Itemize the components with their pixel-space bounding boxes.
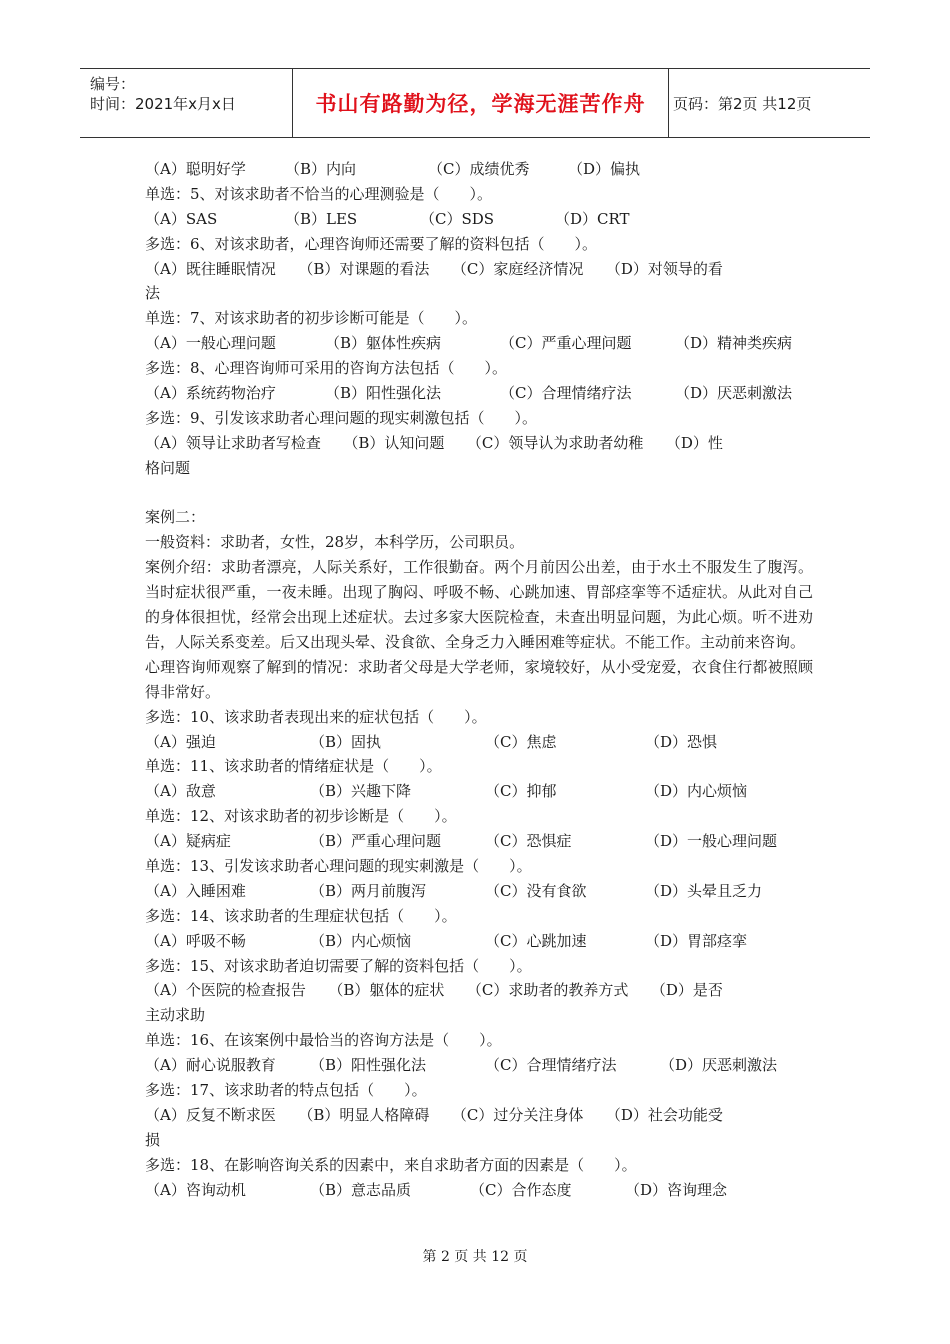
option-item: （A）系统药物治疗: [145, 384, 276, 403]
option-item: （D）一般心理问题: [645, 832, 778, 851]
option-item: （C）抑郁: [485, 782, 557, 801]
option-row: [145, 157, 813, 182]
option-item: （B）两月前腹泻: [310, 881, 427, 900]
option-row: [145, 331, 813, 356]
page-footer: 第 2 页 共 12 页: [422, 1249, 528, 1265]
option-item: （D）恐惧: [645, 732, 718, 751]
option-item: （C）恐惧症: [485, 832, 572, 851]
option-item: （D）内心烦恼: [645, 782, 748, 801]
option-item: （B）LES: [285, 209, 358, 228]
document-body: [145, 157, 813, 1203]
header-motto: 书山有路勤为径，学海无涯苦作舟: [293, 69, 669, 137]
text-line: 单选：7、对该求助者的初步诊断可能是（ ）。: [145, 309, 478, 328]
text-line: 多选：17、该求助者的特点包括（ ）。: [145, 1081, 427, 1100]
option-item: （B）内心烦恼: [310, 931, 412, 950]
paragraph: 案例介绍：求助者漂亮，人际关系好，工作很勤奋。两个月前因公出差，由于水土不服发生了腹泻。当时症状很严重，一夜未睡。出现了胸闷、呼吸不畅、心跳加速、胃部痉挛等不适症状。从此对自己的身体很担忧，经常会出现上述症状。去过多家大医院检查，未查出明显问题，为此心烦。听不进劝告，人际关系变差。后又出现头晕、没食欲、全身乏力入睡困难等症状。不能工作。主动前来咨询。: [145, 558, 813, 651]
option-item: （C）没有食欲: [485, 881, 587, 900]
page-header: [80, 68, 870, 138]
option-item: （C）心跳加速: [485, 931, 587, 950]
option-item: （B）意志品质: [310, 1180, 412, 1199]
text-line: 案例二：: [145, 508, 206, 527]
text-line: 主动求助: [145, 1006, 206, 1025]
option-row: [145, 381, 813, 406]
text-line: 法: [145, 284, 161, 303]
option-row: [145, 929, 813, 954]
option-item: （D）CRT: [555, 209, 630, 228]
option-item: （B）内向: [285, 160, 357, 178]
text-line: 多选：10、该求助者表现出来的症状包括（ ）。: [145, 707, 487, 726]
option-item: （A）入睡困难: [145, 881, 246, 900]
option-item: （D）咨询理念: [625, 1180, 728, 1199]
header-page-label: 页码：第2页 共12页: [673, 94, 812, 113]
text-line: 单选：11、该求助者的情绪症状是（ ）。: [145, 757, 442, 776]
text-line: （A）领导让求助者写检查 （B）认知问题 （C）领导认为求助者幼稚 （D）性: [145, 433, 723, 452]
option-item: （B）躯体性疾病: [325, 334, 442, 353]
option-item: （C）焦虑: [485, 732, 557, 751]
option-row: [145, 207, 813, 232]
option-item: （C）严重心理问题: [500, 334, 632, 353]
option-item: （A）耐心说服教育: [145, 1056, 276, 1075]
text-line: 单选：12、对该求助者的初步诊断是（ ）。: [145, 807, 457, 826]
option-row: [145, 879, 813, 904]
text-line: 多选：8、心理咨询师可采用的咨询方法包括（ ）。: [145, 359, 508, 378]
option-item: （A）敌意: [145, 782, 216, 801]
code-label: 编号：: [90, 75, 136, 93]
option-item: （B）严重心理问题: [310, 832, 442, 851]
text-line: 多选：15、对该求助者迫切需要了解的资料包括（ ）。: [145, 956, 532, 975]
option-item: （D）偏执: [568, 160, 641, 178]
blank-line: [145, 481, 813, 506]
text-line: 格问题: [145, 458, 191, 477]
text-line: 损: [145, 1130, 161, 1149]
option-item: （A）SAS: [145, 209, 218, 228]
option-item: （B）阳性强化法: [325, 384, 442, 403]
text-line: 多选：9、引发该求助者心理问题的现实刺激包括（ ）。: [145, 408, 538, 427]
option-item: （B）固执: [310, 732, 382, 751]
option-item: （C）合理情绪疗法: [485, 1056, 617, 1075]
option-item: （D）厌恶刺激法: [675, 384, 793, 403]
option-item: （A）聪明好学: [145, 160, 246, 178]
option-row: [145, 1053, 813, 1078]
text-line: 多选：14、该求助者的生理症状包括（ ）。: [145, 906, 457, 925]
option-item: （A）强迫: [145, 732, 216, 751]
option-item: （B）兴趣下降: [310, 782, 412, 801]
text-line: （A）既往睡眠情况 （B）对课题的看法 （C）家庭经济情况 （D）对领导的看: [145, 259, 723, 278]
option-row: [145, 829, 813, 854]
option-item: （D）精神类疾病: [675, 334, 793, 353]
text-line: 单选：5、对该求助者不恰当的心理测验是（ ）。: [145, 184, 493, 203]
text-line: 单选：16、在该案例中最恰当的咨询方法是（ ）。: [145, 1031, 502, 1050]
text-line: 多选：18、在影响咨询关系的因素中，来自求助者方面的因素是（ ）。: [145, 1155, 637, 1174]
option-row: [145, 1178, 813, 1203]
text-line: （A）个医院的检查报告 （B）躯体的症状 （C）求助者的教养方式 （D）是否: [145, 981, 723, 1000]
option-item: （C）SDS: [420, 209, 495, 228]
option-item: （A）咨询动机: [145, 1180, 246, 1199]
option-item: （A）一般心理问题: [145, 334, 276, 353]
option-item: （A）呼吸不畅: [145, 931, 246, 950]
option-item: （C）合作态度: [470, 1180, 572, 1199]
option-item: （D）厌恶刺激法: [660, 1056, 778, 1075]
option-item: （A）疑病症: [145, 832, 231, 851]
text-line: 一般资料：求助者，女性，28岁，本科学历，公司职员。: [145, 533, 525, 552]
option-item: （C）成绩优秀: [428, 160, 530, 178]
option-item: （C）合理情绪疗法: [500, 384, 632, 403]
text-line: 单选：13、引发该求助者心理问题的现实刺激是（ ）。: [145, 857, 532, 876]
paragraph: 心理咨询师观察了解到的情况：求助者父母是大学老师，家境较好，从小受宠爱，衣食住行都被照顾得非常好。: [145, 657, 813, 701]
text-line: （A）反复不断求医 （B）明显人格障碍 （C）过分关注身体 （D）社会功能受: [145, 1105, 723, 1124]
date-label: 时间：2021年x月x日: [90, 95, 236, 113]
header-meta: [80, 69, 293, 137]
option-item: （B）阳性强化法: [310, 1056, 427, 1075]
option-row: [145, 730, 813, 755]
text-line: 多选：6、对该求助者，心理咨询师还需要了解的资料包括（ ）。: [145, 234, 598, 253]
option-item: （D）头晕且乏力: [645, 881, 763, 900]
option-item: （D）胃部痉挛: [645, 931, 748, 950]
option-row: [145, 779, 813, 804]
